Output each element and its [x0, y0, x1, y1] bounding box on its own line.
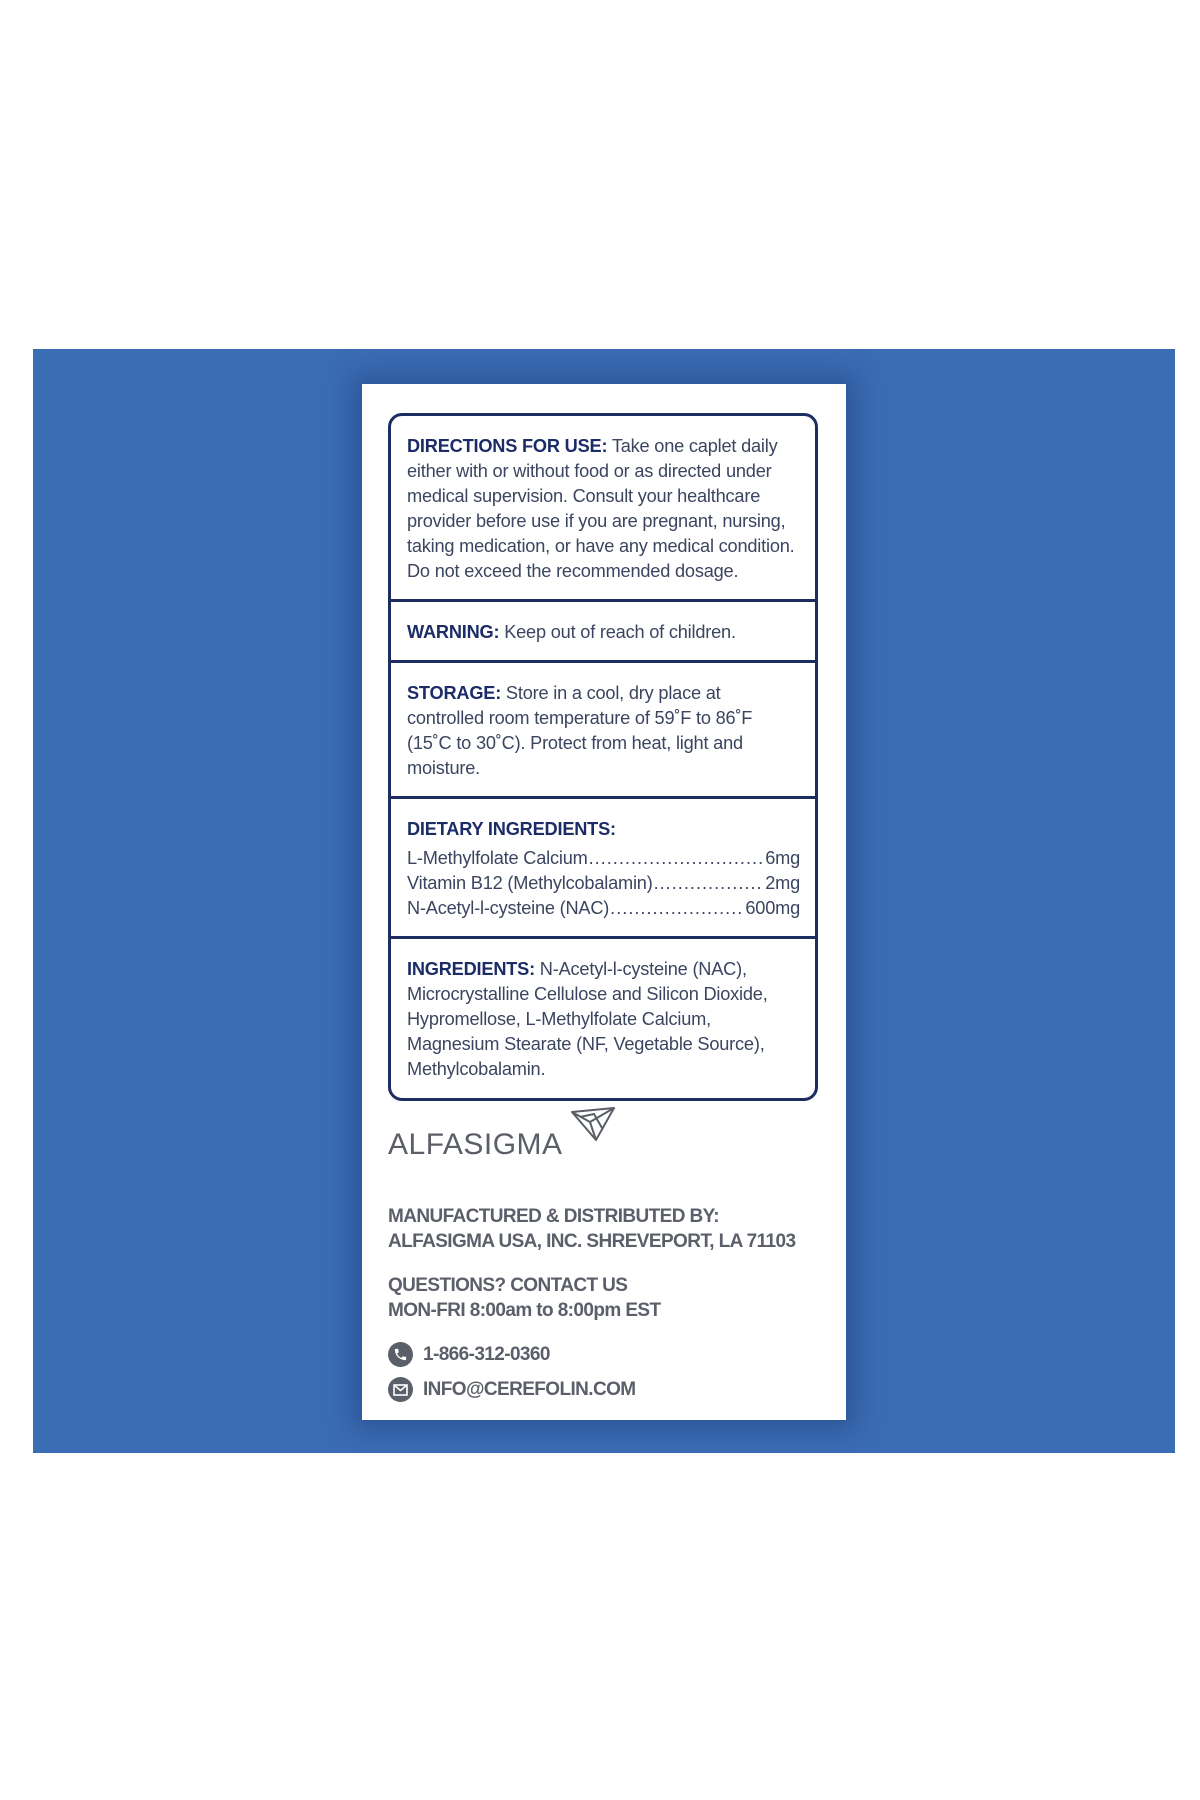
manufacturer-address: ALFASIGMA USA, INC. SHREVEPORT, LA 71103 [388, 1231, 796, 1252]
email-address[interactable]: INFO@CEREFOLIN.COM [423, 1378, 636, 1400]
dot-leader [610, 896, 744, 921]
manufacturer-info [388, 1204, 795, 1254]
product-label-panel [362, 384, 846, 1420]
dietary-ingredient-row [407, 846, 800, 871]
dietary-ingredient-amount: 6mg [765, 848, 800, 868]
ingredients-text: N-Acetyl-l-cysteine (NAC), Microcrystalline Cellulose and Silicon Dioxide, Hypromellose, L-Methylfolate Calcium, Magnesium Stearate (NF, Vegetable Source), Methylcobalamin. [407, 959, 768, 1079]
dietary-ingredient-name: Vitamin B12 (Methylcobalamin) [407, 873, 653, 893]
directions-heading: DIRECTIONS FOR USE: [407, 436, 608, 456]
manufacturer-heading: MANUFACTURED & DISTRIBUTED BY: [388, 1206, 720, 1227]
faceted-triangle-logo-icon [570, 1106, 616, 1144]
dietary-ingredient-amount: 600mg [745, 898, 800, 918]
dot-leader [654, 871, 765, 896]
dot-leader [589, 846, 765, 871]
dietary-ingredient-name: L-Methylfolate Calcium [407, 848, 588, 868]
label-info-box [388, 413, 818, 1101]
directions-text: Take one caplet daily either with or without food or as directed under medical supervision. Consult your healthcare provider before use if you are pregnant, nursing, taking medication, or have any medical condition. Do not exceed the recommended dosage. [407, 436, 795, 581]
contact-info [388, 1273, 660, 1323]
warning-heading: WARNING: [407, 622, 500, 642]
ingredients-heading: INGREDIENTS: [407, 959, 535, 979]
ingredients-section [391, 939, 815, 1098]
dietary-ingredients-section [391, 799, 815, 939]
dietary-ingredients-heading: DIETARY INGREDIENTS: [407, 819, 616, 839]
storage-text: Store in a cool, dry place at controlled room temperature of 59˚F to 86˚F (15˚C to 30˚C). Protect from heat, light and moisture. [407, 683, 753, 778]
contact-hours: MON-FRI 8:00am to 8:00pm EST [388, 1300, 661, 1321]
dietary-ingredient-row [407, 871, 800, 896]
directions-section [391, 416, 815, 602]
questions-heading: QUESTIONS? CONTACT US [388, 1275, 628, 1296]
email-contact [388, 1377, 636, 1402]
phone-contact [388, 1342, 550, 1367]
warning-section [391, 602, 815, 663]
storage-heading: STORAGE: [407, 683, 502, 703]
phone-icon [388, 1342, 413, 1367]
phone-number[interactable]: 1-866-312-0360 [423, 1343, 550, 1365]
warning-text: Keep out of reach of children. [499, 622, 736, 642]
dietary-ingredient-row [407, 896, 800, 921]
storage-section [391, 663, 815, 799]
envelope-icon [388, 1377, 413, 1402]
logo-wordmark: ALFASIGMA [388, 1128, 563, 1161]
dietary-ingredient-amount: 2mg [765, 873, 800, 893]
alfasigma-logo [388, 1106, 628, 1166]
dietary-ingredient-name: N-Acetyl-l-cysteine (NAC) [407, 898, 610, 918]
